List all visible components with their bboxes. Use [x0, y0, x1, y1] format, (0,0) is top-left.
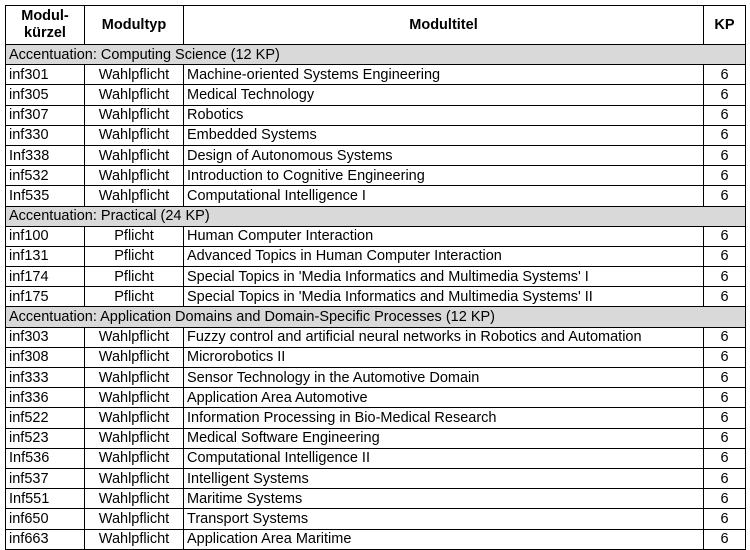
module-code: inf303 [6, 327, 85, 347]
module-type: Wahlpflicht [85, 125, 184, 145]
table-row [6, 529, 746, 549]
section-row [6, 307, 746, 327]
module-kp: 6 [704, 226, 746, 246]
header-title: Modultitel [184, 6, 704, 45]
table-row [6, 186, 746, 206]
module-title: Introduction to Cognitive Engineering [184, 166, 704, 186]
module-kp: 6 [704, 166, 746, 186]
table-row [6, 448, 746, 468]
module-kp: 6 [704, 529, 746, 549]
table-row [6, 368, 746, 388]
module-code: Inf536 [6, 448, 85, 468]
module-type: Wahlpflicht [85, 489, 184, 509]
module-type: Wahlpflicht [85, 408, 184, 428]
module-title: Computational Intelligence II [184, 448, 704, 468]
module-code: inf100 [6, 226, 85, 246]
section-label: Accentuation: Practical (24 KP) [6, 206, 746, 226]
module-type: Wahlpflicht [85, 428, 184, 448]
header-type: Modultyp [85, 6, 184, 45]
table-row [6, 65, 746, 85]
module-kp: 6 [704, 105, 746, 125]
module-type: Wahlpflicht [85, 388, 184, 408]
table-row [6, 468, 746, 488]
header-row [6, 6, 746, 45]
table-row [6, 489, 746, 509]
module-type: Wahlpflicht [85, 529, 184, 549]
module-kp: 6 [704, 428, 746, 448]
module-kp: 6 [704, 368, 746, 388]
module-kp: 6 [704, 246, 746, 266]
table-row [6, 347, 746, 367]
module-title: Human Computer Interaction [184, 226, 704, 246]
table-row [6, 388, 746, 408]
module-type: Wahlpflicht [85, 327, 184, 347]
module-kp: 6 [704, 267, 746, 287]
section-label: Accentuation: Application Domains and Domain-Specific Processes (12 KP) [6, 307, 746, 327]
module-type: Pflicht [85, 287, 184, 307]
module-code: inf523 [6, 428, 85, 448]
module-title: Computational Intelligence I [184, 186, 704, 206]
module-title: Intelligent Systems [184, 468, 704, 488]
module-code: Inf535 [6, 186, 85, 206]
header-kp: KP [704, 6, 746, 45]
table-row [6, 166, 746, 186]
module-title: Embedded Systems [184, 125, 704, 145]
module-code: Inf338 [6, 145, 85, 165]
module-title: Machine-oriented Systems Engineering [184, 65, 704, 85]
module-kp: 6 [704, 125, 746, 145]
module-code: inf663 [6, 529, 85, 549]
header-code-label: Modul- kürzel [21, 8, 69, 41]
module-kp: 6 [704, 186, 746, 206]
module-code: inf333 [6, 368, 85, 388]
table-row [6, 267, 746, 287]
module-type: Wahlpflicht [85, 105, 184, 125]
module-code: inf532 [6, 166, 85, 186]
module-title: Special Topics in 'Media Informatics and Multimedia Systems' II [184, 287, 704, 307]
module-kp: 6 [704, 287, 746, 307]
module-code: inf301 [6, 65, 85, 85]
module-table [5, 5, 746, 550]
module-title: Application Area Maritime [184, 529, 704, 549]
table-body [6, 45, 746, 550]
module-code: inf175 [6, 287, 85, 307]
table-row [6, 125, 746, 145]
module-title: Special Topics in 'Media Informatics and Multimedia Systems' I [184, 267, 704, 287]
module-code: inf330 [6, 125, 85, 145]
module-kp: 6 [704, 448, 746, 468]
header-code [6, 6, 85, 45]
module-title: Transport Systems [184, 509, 704, 529]
module-title: Information Processing in Bio-Medical Research [184, 408, 704, 428]
module-title: Application Area Automotive [184, 388, 704, 408]
module-kp: 6 [704, 347, 746, 367]
module-type: Wahlpflicht [85, 65, 184, 85]
table-row [6, 85, 746, 105]
module-type: Wahlpflicht [85, 166, 184, 186]
table-row [6, 105, 746, 125]
module-code: inf650 [6, 509, 85, 529]
module-kp: 6 [704, 468, 746, 488]
section-label: Accentuation: Computing Science (12 KP) [6, 45, 746, 65]
module-code: inf308 [6, 347, 85, 367]
table-row [6, 408, 746, 428]
module-kp: 6 [704, 327, 746, 347]
table-row [6, 327, 746, 347]
table-row [6, 246, 746, 266]
table-row [6, 509, 746, 529]
module-code: inf522 [6, 408, 85, 428]
module-type: Pflicht [85, 226, 184, 246]
module-type: Pflicht [85, 267, 184, 287]
module-code: Inf551 [6, 489, 85, 509]
module-kp: 6 [704, 408, 746, 428]
table-row [6, 226, 746, 246]
module-title: Microrobotics II [184, 347, 704, 367]
module-type: Wahlpflicht [85, 145, 184, 165]
module-kp: 6 [704, 85, 746, 105]
module-type: Wahlpflicht [85, 448, 184, 468]
module-title: Maritime Systems [184, 489, 704, 509]
module-type: Wahlpflicht [85, 85, 184, 105]
module-code: inf305 [6, 85, 85, 105]
module-kp: 6 [704, 509, 746, 529]
module-kp: 6 [704, 388, 746, 408]
module-type: Pflicht [85, 246, 184, 266]
section-row [6, 45, 746, 65]
table-row [6, 428, 746, 448]
module-type: Wahlpflicht [85, 186, 184, 206]
module-type: Wahlpflicht [85, 347, 184, 367]
module-title: Medical Software Engineering [184, 428, 704, 448]
module-title: Medical Technology [184, 85, 704, 105]
section-row [6, 206, 746, 226]
table-row [6, 287, 746, 307]
module-code: inf537 [6, 468, 85, 488]
module-type: Wahlpflicht [85, 368, 184, 388]
module-title: Advanced Topics in Human Computer Interaction [184, 246, 704, 266]
module-type: Wahlpflicht [85, 509, 184, 529]
module-code: inf336 [6, 388, 85, 408]
module-code: inf174 [6, 267, 85, 287]
module-title: Fuzzy control and artificial neural networks in Robotics and Automation [184, 327, 704, 347]
module-type: Wahlpflicht [85, 468, 184, 488]
table-row [6, 145, 746, 165]
module-kp: 6 [704, 65, 746, 85]
module-code: inf131 [6, 246, 85, 266]
module-title: Robotics [184, 105, 704, 125]
module-title: Design of Autonomous Systems [184, 145, 704, 165]
module-code: inf307 [6, 105, 85, 125]
module-title: Sensor Technology in the Automotive Domain [184, 368, 704, 388]
module-kp: 6 [704, 145, 746, 165]
module-kp: 6 [704, 489, 746, 509]
